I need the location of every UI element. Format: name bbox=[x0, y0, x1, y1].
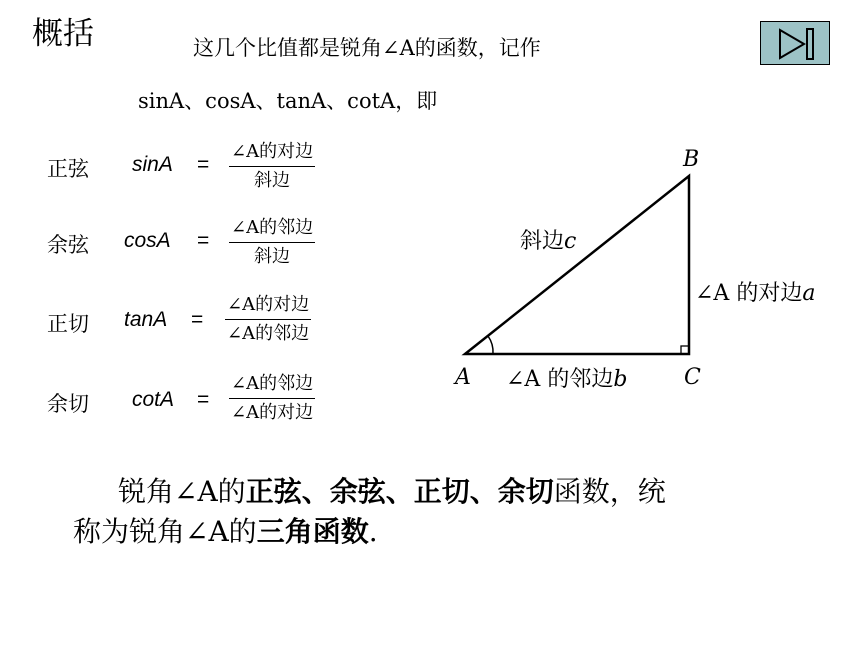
summary-text: 函数，统 bbox=[553, 475, 666, 508]
fraction-denominator: ∠A的对边 bbox=[231, 402, 314, 423]
summary-text: 锐角∠A的 bbox=[118, 475, 246, 508]
formula-name: 正切 bbox=[47, 312, 89, 336]
fraction bbox=[225, 293, 311, 346]
fraction-denominator: 斜边 bbox=[254, 246, 291, 267]
vertex-c-label: C bbox=[684, 365, 701, 390]
summary-text: 称为锐角∠A的 bbox=[73, 515, 257, 548]
formula-name: 正弦 bbox=[47, 157, 89, 181]
fraction-numerator: ∠A的对边 bbox=[227, 294, 310, 315]
page-heading: 概括 bbox=[32, 16, 94, 52]
formula-expr: sinA bbox=[132, 153, 173, 176]
vertex-a-label: A bbox=[455, 365, 471, 390]
play-next-icon bbox=[761, 22, 831, 66]
hypotenuse-var: c bbox=[564, 229, 577, 254]
opposite-var: a bbox=[802, 281, 816, 306]
formula-eq: = bbox=[197, 153, 210, 176]
formula-expr: tanA bbox=[124, 308, 168, 331]
formula-eq: = bbox=[197, 388, 210, 411]
summary-bold: 正弦、余弦、正切、余切 bbox=[245, 475, 554, 508]
formula-cot bbox=[47, 372, 367, 432]
fraction-numerator: ∠A的对边 bbox=[231, 141, 314, 162]
vertex-b-label: B bbox=[683, 147, 700, 172]
fraction-numerator: ∠A的邻边 bbox=[231, 373, 314, 394]
next-slide-button[interactable] bbox=[760, 21, 830, 65]
summary-paragraph bbox=[73, 472, 813, 552]
formula-name: 余切 bbox=[47, 392, 89, 416]
opposite-side-label bbox=[695, 281, 815, 306]
summary-text: . bbox=[368, 515, 378, 548]
formula-eq: = bbox=[197, 229, 210, 252]
formula-name: 余弦 bbox=[47, 233, 89, 257]
summary-line-2 bbox=[73, 515, 378, 548]
formula-tan bbox=[47, 293, 367, 353]
hypotenuse-text: 斜边 bbox=[520, 229, 565, 254]
fraction bbox=[229, 216, 315, 269]
formula-sin bbox=[47, 140, 367, 200]
adjacent-side-label bbox=[506, 367, 627, 392]
triangle-shape bbox=[465, 176, 689, 354]
intro-line-1: 这几个比值都是锐角∠A的函数，记作 bbox=[193, 36, 541, 60]
formula-eq: = bbox=[191, 308, 204, 331]
summary-line-1 bbox=[73, 472, 813, 512]
right-triangle-diagram bbox=[440, 140, 830, 410]
fraction-denominator: 斜边 bbox=[254, 170, 291, 191]
fraction bbox=[229, 140, 315, 193]
fraction-denominator: ∠A的邻边 bbox=[227, 323, 310, 344]
formula-expr: cotA bbox=[132, 388, 175, 411]
fraction bbox=[229, 372, 315, 425]
adjacent-text: ∠A 的邻边 bbox=[506, 367, 614, 392]
formula-expr: cosA bbox=[124, 229, 171, 252]
angle-a-arc bbox=[488, 336, 493, 354]
opposite-text: ∠A 的对边 bbox=[695, 281, 803, 306]
summary-bold: 三角函数 bbox=[256, 515, 369, 548]
formula-cos bbox=[47, 216, 367, 276]
adjacent-var: b bbox=[613, 367, 628, 392]
hypotenuse-label bbox=[520, 229, 576, 254]
fraction-numerator: ∠A的邻边 bbox=[231, 217, 314, 238]
intro-line-2: sinA、cosA、tanA、cotA，即 bbox=[138, 89, 438, 113]
